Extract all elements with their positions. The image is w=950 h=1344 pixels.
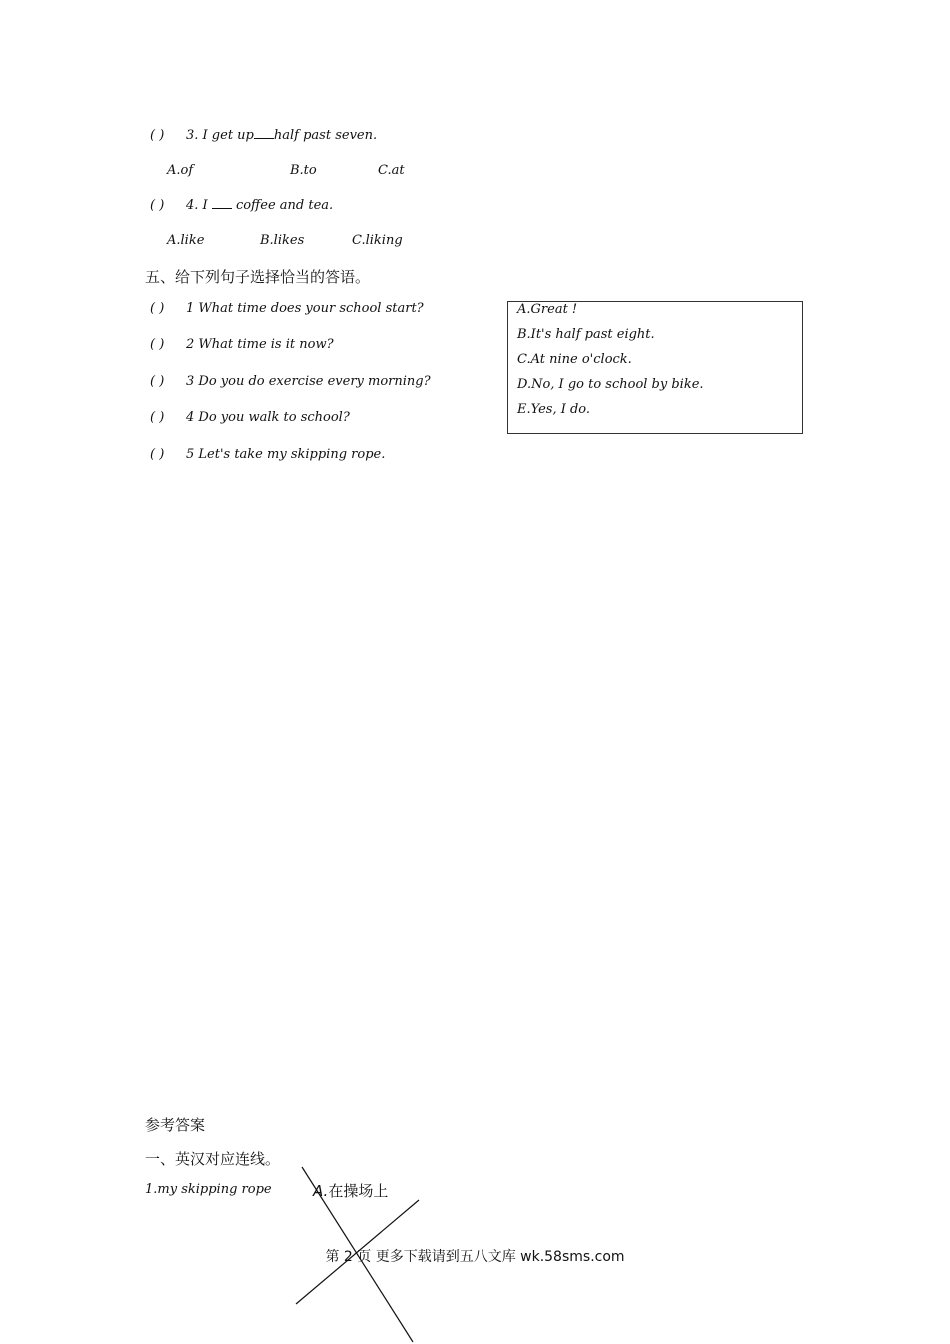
section-5-heading: 五、给下列句子选择恰当的答语。 bbox=[145, 268, 371, 286]
question-3-option-a: A.of bbox=[167, 163, 194, 178]
match-question-text: 4 Do you walk to school? bbox=[186, 410, 350, 425]
answer-option-e: E.Yes, I do. bbox=[517, 402, 591, 417]
question-4-option-b: B.likes bbox=[260, 233, 305, 248]
question-3-option-b: B.to bbox=[290, 163, 317, 178]
match-question-text: 5 Let's take my skipping rope. bbox=[186, 447, 386, 462]
match-question-text: 2 What time is it now? bbox=[186, 337, 334, 352]
question-4-text-after: coffee and tea. bbox=[235, 198, 334, 213]
answer-key-item-1-cn-prefix: A. bbox=[313, 1182, 329, 1200]
question-3-text-before: 3. I get up bbox=[186, 128, 254, 143]
answer-key-section-1-heading: 一、英汉对应连线。 bbox=[145, 1150, 281, 1168]
question-4-text-before: 4. I bbox=[186, 198, 208, 213]
answer-paren: ( ) bbox=[150, 410, 165, 425]
answer-key-item-1-en: 1.my skipping rope bbox=[145, 1182, 272, 1197]
answer-paren: ( ) bbox=[150, 447, 165, 462]
answer-paren: ( ) bbox=[150, 337, 165, 352]
question-4-option-a: A.like bbox=[167, 233, 205, 248]
question-3-option-c: C.at bbox=[378, 163, 405, 178]
answer-option-b: B.It's half past eight. bbox=[517, 327, 655, 342]
answer-key-title: 参考答案 bbox=[145, 1116, 206, 1134]
answer-key-item-1-cn-text: 在操场上 bbox=[328, 1182, 389, 1200]
match-question-text: 1 What time does your school start? bbox=[186, 301, 424, 316]
question-3-text-after: half past seven. bbox=[273, 128, 378, 143]
answer-paren: ( ) bbox=[150, 301, 165, 316]
answer-paren: ( ) bbox=[150, 198, 165, 213]
answer-paren: ( ) bbox=[150, 128, 165, 143]
answer-option-c: C.At nine o'clock. bbox=[517, 352, 632, 367]
page-footer: 第 2 页 更多下载请到五八文库 wk.58sms.com bbox=[325, 1249, 625, 1265]
answer-paren: ( ) bbox=[150, 374, 165, 389]
question-4-option-c: C.liking bbox=[352, 233, 403, 248]
match-question-text: 3 Do you do exercise every morning? bbox=[186, 374, 431, 389]
answer-option-a: A.Great ! bbox=[517, 302, 578, 317]
answer-option-d: D.No, I go to school by bike. bbox=[517, 377, 704, 392]
